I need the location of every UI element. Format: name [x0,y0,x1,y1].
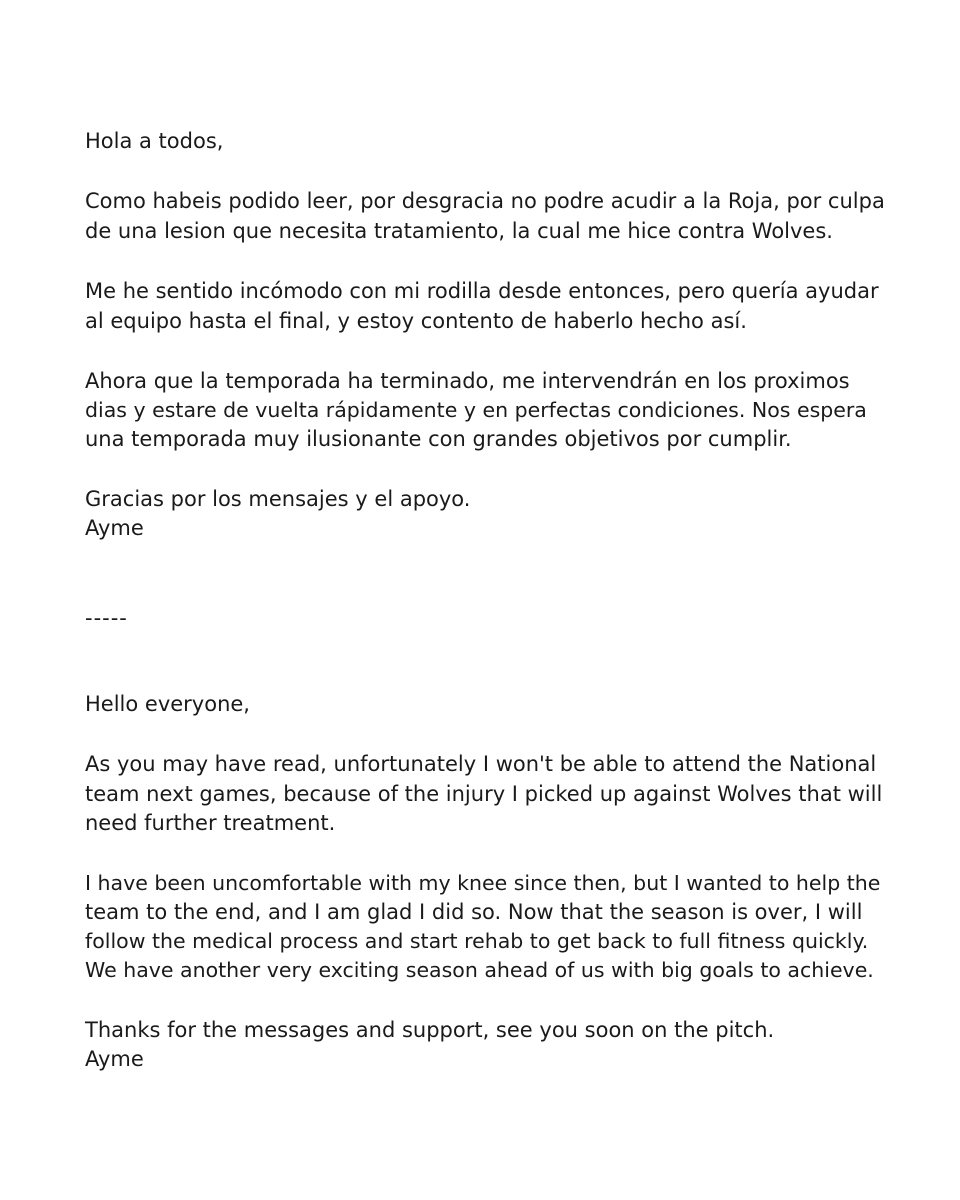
spanish-p2-line-1: Me he sentido incómodo con mi rodilla desde entonces, pero quería ayudar [85,279,879,303]
spanish-closing: Gracias por los mensajes y el apoyo. [85,487,471,511]
spanish-p1-line-2: de una lesion que necesita tratamiento, la cual me hice contra Wolves. [85,219,833,243]
english-p1-line-1: As you may have read, unfortunately I won't be able to attend the National [85,752,877,776]
spanish-p3-line-2: dias y estare de vuelta rápidamente y en perfectas condiciones. Nos espera [85,398,867,422]
spanish-signature: Ayme [85,516,144,540]
english-p2-line-4: We have another very exciting season ahead of us with big goals to achieve. [85,958,874,982]
english-p2-line-3: follow the medical process and start rehab to get back to full fitness quickly. [85,929,869,953]
spanish-p3-line-1: Ahora que la temporada ha terminado, me intervendrán en los proximos [85,369,850,393]
language-separator: ----- [85,606,128,630]
english-p1-line-2: team next games, because of the injury I picked up against Wolves that will [85,782,883,806]
spanish-p2-line-2: al equipo hasta el final, y estoy contento de haberlo hecho así. [85,309,747,333]
english-signature: Ayme [85,1047,144,1071]
english-p1-line-3: need further treatment. [85,811,336,835]
english-p2-line-1: I have been uncomfortable with my knee since then, but I wanted to help the [85,871,881,895]
spanish-p1-line-1: Como habeis podido leer, por desgracia no podre acudir a la Roja, por culpa [85,189,885,213]
english-closing: Thanks for the messages and support, see you soon on the pitch. [85,1018,775,1042]
english-greeting: Hello everyone, [85,692,250,716]
english-p2-line-2: team to the end, and I am glad I did so. Now that the season is over, I will [85,900,863,924]
spanish-p3-line-3: una temporada muy ilusionante con grandes objetivos por cumplir. [85,427,792,451]
spanish-greeting: Hola a todos, [85,129,224,153]
